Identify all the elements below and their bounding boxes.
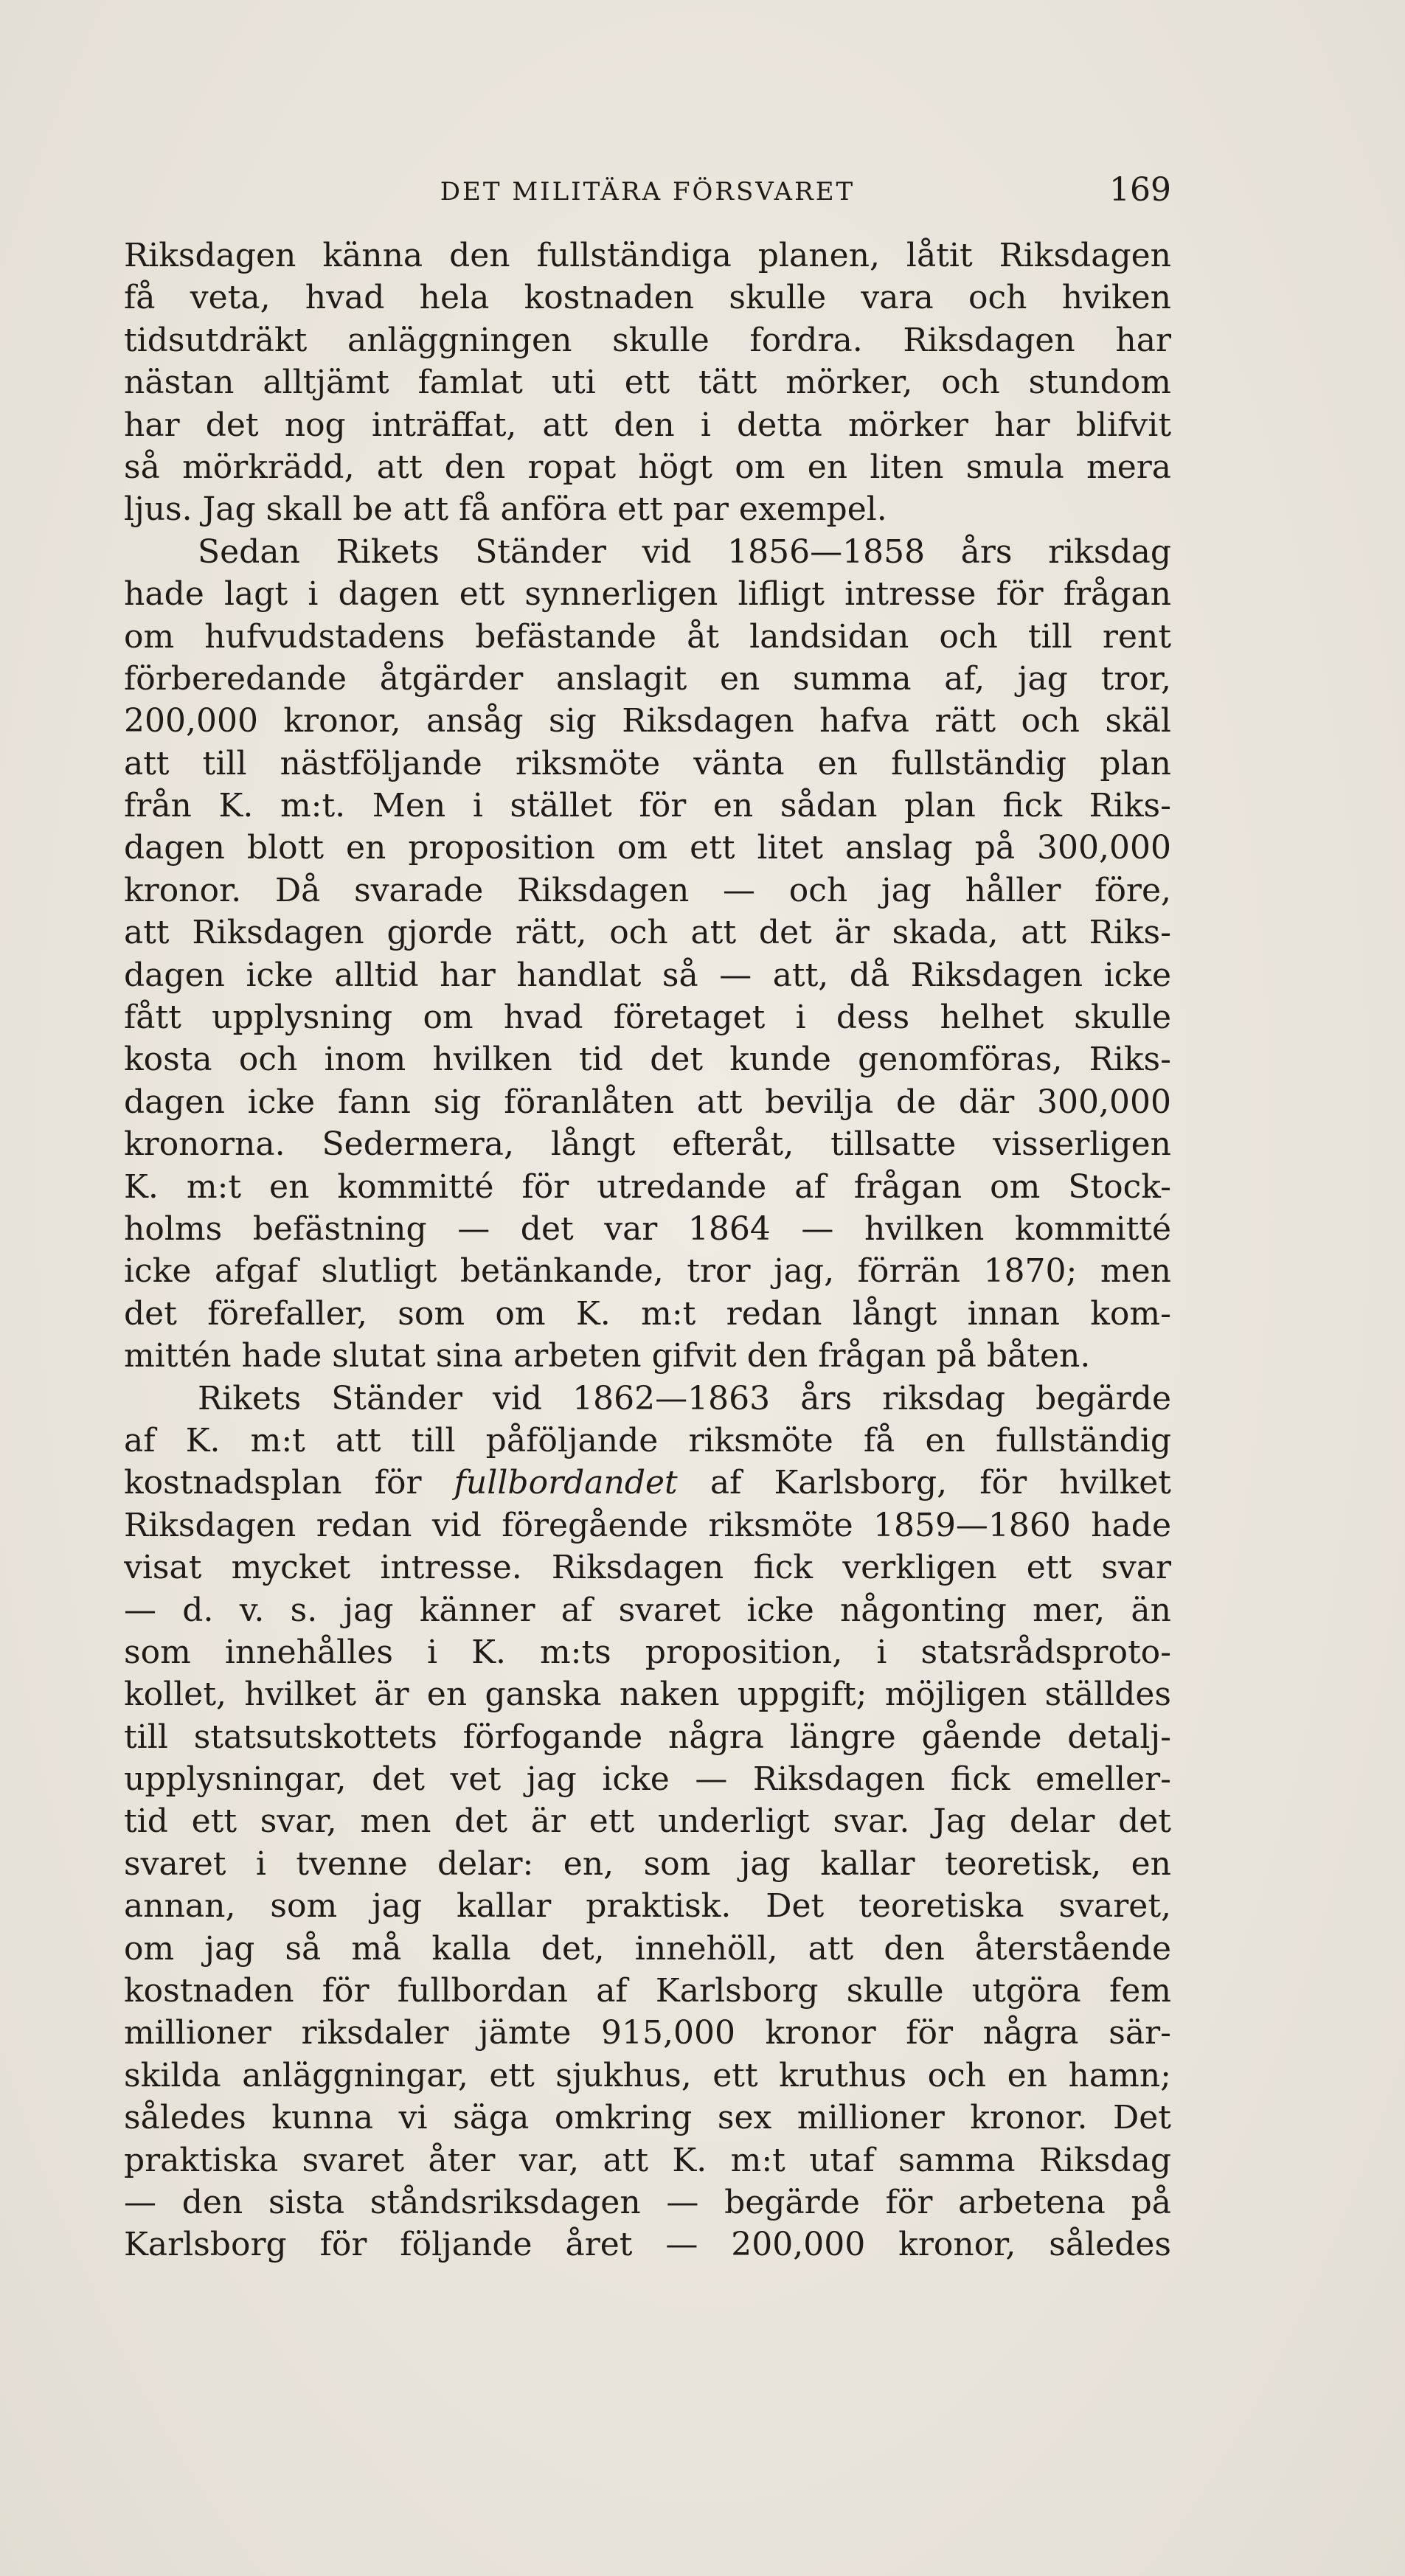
text-line: Riksdagen redan vid föregående riksmöte 1859—1860 hade (124, 1506, 1171, 1544)
text-line: millioner riksdaler jämte 915,000 kronor för några sär- (124, 2014, 1171, 2052)
text-line: att till nästföljande riksmöte vänta en fullständig plan (124, 744, 1171, 782)
text-line: så mörkrädd, att den ropat högt om en liten smula mera (124, 448, 1171, 486)
text-line: dagen icke fann sig föranlåten att bevilja de där 300,000 (124, 1083, 1171, 1121)
text-line: förberedande åtgärder anslagit en summa af, jag tror, (124, 659, 1171, 698)
text-line: af K. m:t att till påföljande riksmöte få en fullständig (124, 1421, 1171, 1459)
text-line: om hufvudstadens befästande åt landsidan och till rent (124, 617, 1171, 656)
text-line: kosta och inom hvilken tid det kunde genomföras, Riks- (124, 1041, 1171, 1079)
text-line: fått upplysning om hvad företaget i dess helhet skulle (124, 999, 1171, 1037)
text-line: det förefaller, som om K. m:t redan långt innan kom- (124, 1294, 1171, 1333)
text-line: K. m:t en kommitté för utredande af frågan om Stock- (124, 1167, 1171, 1206)
text-line: kronor. Då svarade Riksdagen — och jag håller före, (124, 871, 1171, 909)
text-line: icke afgaf slutligt betänkande, tror jag, förrän 1870; men (124, 1252, 1171, 1291)
text-line: således kunna vi säga omkring sex millioner kronor. Det (124, 2099, 1171, 2137)
text-line: som innehålles i K. m:ts proposition, i statsrådsproto- (124, 1633, 1171, 1671)
body-text (124, 235, 1171, 2266)
text-line: få veta, hvad hela kostnaden skulle vara och hviken (124, 279, 1171, 317)
text-line: att Riksdagen gjorde rätt, och att det är skada, att Riks- (124, 914, 1171, 952)
text-line: svaret i tvenne delar: en, som jag kallar teoretisk, en (124, 1844, 1171, 1883)
text-line: om jag så må kalla det, innehöll, att den återstående (124, 1929, 1171, 1968)
text-line: ljus. Jag skall be att få anföra ett par exempel. (124, 490, 887, 529)
text-line: skilda anläggningar, ett sjukhus, ett kruthus och en hamn; (124, 2056, 1171, 2094)
text-line: — den sista ståndsriksdagen — begärde för arbetena på (124, 2183, 1171, 2221)
text-line: dagen icke alltid har handlat så — att, då Riksdagen icke (124, 956, 1171, 994)
text-line: kollet, hvilket är en ganska naken uppgift; möjligen ställdes (124, 1676, 1171, 1714)
text-line: 200,000 kronor, ansåg sig Riksdagen hafva rätt och skäl (124, 702, 1171, 740)
text-line: tid ett svar, men det är ett underligt svar. Jag delar det (124, 1802, 1171, 1841)
text-line: visat mycket intresse. Riksdagen fick verkligen ett svar (124, 1549, 1171, 1587)
text-line: praktiska svaret åter var, att K. m:t utaf samma Riksdag (124, 2141, 1171, 2179)
text-line-with-italic (124, 1462, 1171, 1504)
page-header (124, 171, 1171, 215)
text-line: från K. m:t. Men i stället för en sådan plan fick Riks- (124, 787, 1171, 825)
text-segment: af Karlsborg, för hvilket (710, 1464, 1171, 1502)
paragraph-first-line: Rikets Ständer vid 1862—1863 års riksdag begärde (198, 1379, 1171, 1417)
page-number: 169 (1109, 171, 1171, 209)
text-line: — d. v. s. jag känner af svaret icke någonting mer, än (124, 1591, 1171, 1629)
text-line: mittén hade slutat sina arbeten gifvit den frågan på båten. (124, 1337, 1091, 1375)
text-line: annan, som jag kallar praktisk. Det teoretiska svaret, (124, 1887, 1171, 1926)
text-line: kronorna. Sedermera, långt efteråt, tillsatte visserligen (124, 1125, 1171, 1164)
paragraph-first-line: Sedan Rikets Ständer vid 1856—1858 års riksdag (198, 532, 1171, 571)
text-line: Riksdagen känna den fullständiga planen, låtit Riksdagen (124, 237, 1171, 274)
text-line: har det nog inträffat, att den i detta mörker har blifvit (124, 406, 1171, 444)
text-line: tidsutdräkt anläggningen skulle fordra. Riksdagen har (124, 321, 1171, 359)
text-line: upplysningar, det vet jag icke — Riksdagen fick emeller- (124, 1760, 1171, 1799)
text-line: till statsutskottets förfogande några längre gående detalj- (124, 1718, 1171, 1756)
text-line: kostnaden för fullbordan af Karlsborg skulle utgöra fem (124, 1972, 1171, 2010)
text-line: Karlsborg för följande året — 200,000 kronor, således (124, 2226, 1171, 2264)
text-line: nästan alltjämt famlat uti ett tätt mörker, och stundom (124, 364, 1171, 402)
text-line: holms befästning — det var 1864 — hvilken kommitté (124, 1209, 1171, 1248)
italic-word: fullbordandet (454, 1464, 678, 1502)
running-title: DET MILITÄRA FÖRSVARET (440, 177, 856, 206)
text-segment: kostnadsplan för (124, 1464, 422, 1502)
text-line: dagen blott en proposition om ett litet anslag på 300,000 (124, 829, 1171, 867)
text-line: hade lagt i dagen ett synnerligen lifligt intresse för frågan (124, 575, 1171, 614)
